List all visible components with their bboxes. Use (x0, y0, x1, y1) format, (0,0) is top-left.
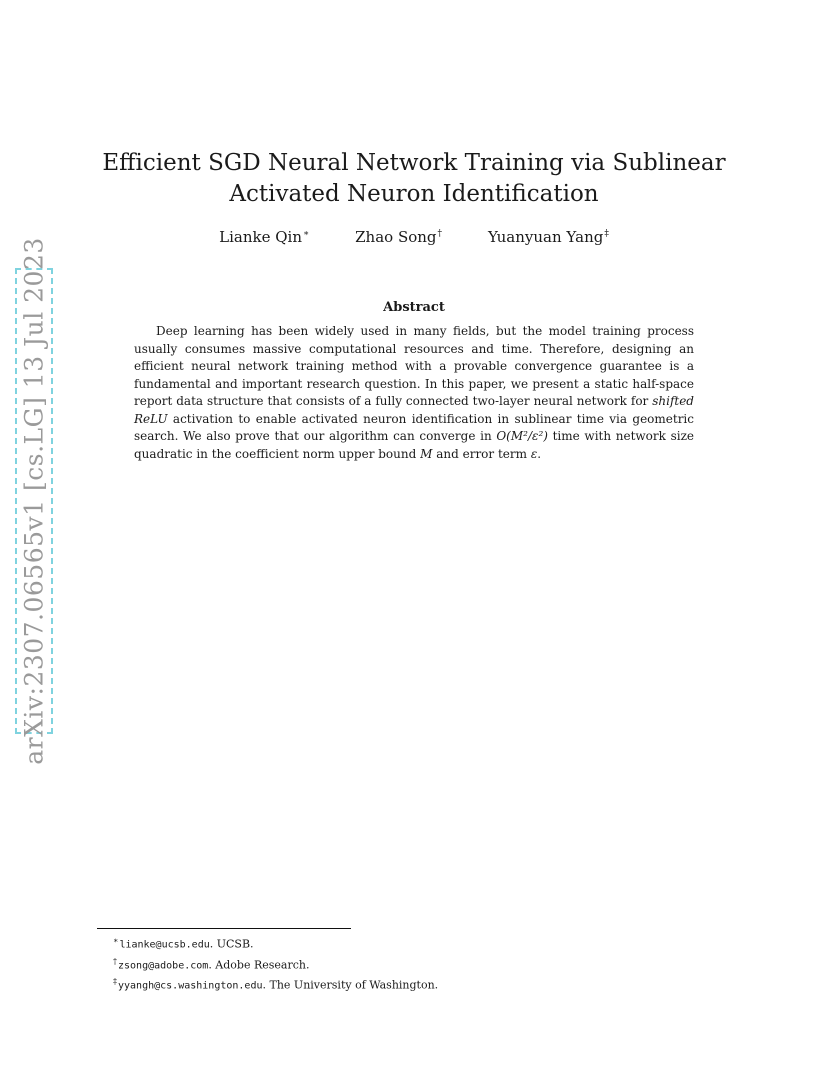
abstract-emphasis: shifted ReLU (134, 394, 694, 426)
footnote-email[interactable]: yyangh@cs.washington.edu (118, 980, 263, 992)
abstract-segment: and error term (432, 446, 531, 461)
footnote-mark: † (113, 956, 117, 966)
footnotes (113, 933, 438, 995)
author-list (0, 228, 828, 246)
footnote-mark: ‡ (113, 977, 117, 987)
paper-title: Efficient SGD Neural Network Training via Sublinear Activated Neuron Identification (102, 150, 726, 207)
abstract-segment: Deep learning has been widely used in many fields, but the model training process usually consumes massive computational resources and time. Therefore, designing an efficient neural network training method with a provable convergence guarantee is a fundamental and important research question. In this paper, we present a static half-space report data structure that consists of a fully connected two-layer neural network for (134, 324, 694, 408)
author-1 (219, 228, 309, 246)
author-2 (355, 228, 442, 246)
footnote-email[interactable]: zsong@adobe.com (118, 960, 209, 972)
footnote-1 (113, 933, 438, 954)
footnote-2 (113, 954, 438, 975)
author-name: Zhao Song (355, 228, 437, 246)
author-name: Yuanyuan Yang (488, 228, 604, 246)
footnote-mark: ∗ (113, 936, 119, 945)
author-footnote-mark: † (437, 229, 443, 239)
abstract-math: M (420, 446, 433, 461)
abstract-heading: Abstract (383, 300, 445, 315)
footnote-affiliation: . Adobe Research. (208, 958, 310, 972)
author-footnote-mark: ‡ (604, 229, 609, 239)
abstract-math: ε (530, 446, 538, 461)
author-footnote-mark: ∗ (303, 229, 310, 239)
footnote-affiliation: . UCSB. (209, 937, 254, 951)
arxiv-identifier-stamp (15, 237, 53, 765)
footnote-divider (97, 928, 351, 929)
arxiv-identifier-text: arXiv:2307.06565v1 [cs.LG] 13 Jul 2023 (19, 237, 49, 765)
author-name: Lianke Qin (219, 228, 302, 246)
footnote-3 (113, 974, 438, 995)
footnote-email[interactable]: lianke@ucsb.edu (119, 939, 210, 951)
abstract-text (134, 323, 694, 463)
abstract-segment: time with network size quadratic in the coefficient norm upper bound (134, 429, 694, 461)
abstract-segment: . (537, 446, 542, 461)
author-3 (488, 228, 609, 246)
abstract-math: O(M²/ε²) (496, 429, 548, 443)
footnote-affiliation: . The University of Washington. (262, 978, 439, 992)
abstract-segment: activation to enable activated neuron identification in sublinear time via geometric search. We also prove that our algorithm can converge in (134, 411, 694, 443)
